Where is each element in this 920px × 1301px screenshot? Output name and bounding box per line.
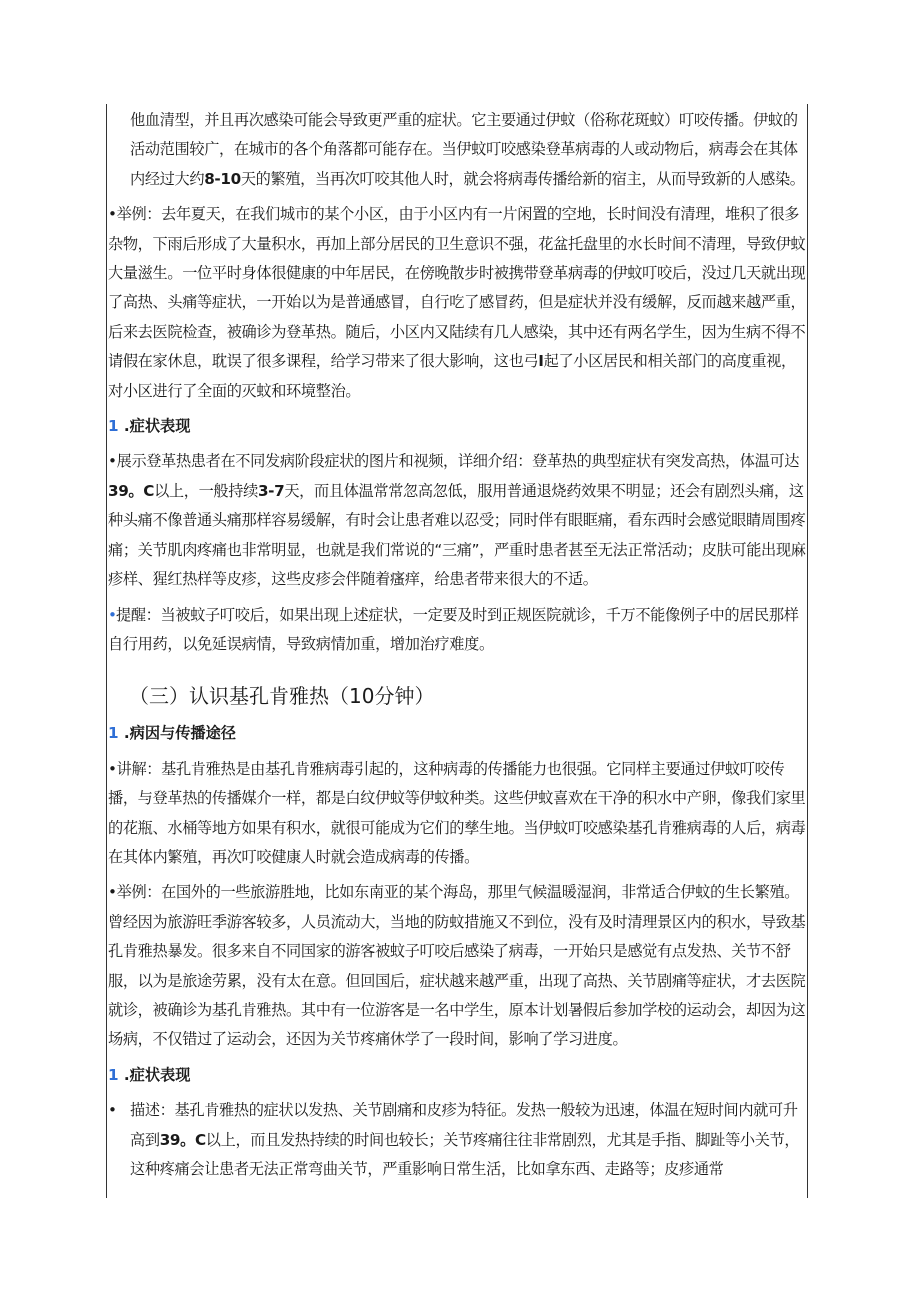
reminder-bullet: • <box>108 605 117 624</box>
table-border-left <box>106 104 107 1198</box>
transmission-continuation-paragraph: 他血清型，并且再次感染可能会导致更严重的症状。它主要通过伊蚊（俗称花斑蚊）叮咬传播。伊蚊的活动范围较广，在城市的各个角落都可能存在。当伊蚊叮咬感染登革病毒的人或动物后，病毒会在其体内经过大约8-10天的繁殖，当再次叮咬其他人时，就会将病毒传播给新的宿主，从而导致新的人感染。 <box>130 111 805 188</box>
chikungunya-cause-heading: 1 .病因与传播途径 <box>108 724 236 743</box>
describe-bullet: • <box>108 1101 117 1120</box>
chikungunya-example-paragraph: •举例：在国外的一些旅游胜地，比如东南亚的某个海岛，那里气候温暖湿润，非常适合伊蚊的生长繁殖。曾经因为旅游旺季游客较多，人员流动大，当地的防蚊措施又不到位，没有及时清理景区内的积水，导致基孔肯雅热暴发。很多来自不同国家的游客被蚊子叮咬后感染了病毒，一开始只是感觉有点发热、关节不舒服，以为是旅途劳累，没有太在意。但回国后，症状越来越严重，出现了高热、关节剧痛等症状，才去医院就诊，被确诊为基孔肯雅热。其中有一位游客是一名中学生，原本计划暑假后参加学校的运动会，却因为这场病，不仅错过了运动会，还因为关节疼痛休学了一段时间，影响了学习进度。 <box>108 883 806 1049</box>
chikungunya-symptoms-heading: 1 .症状表现 <box>108 1065 191 1084</box>
chikungunya-explain-paragraph: •讲解：基孔肯雅热是由基孔肯雅病毒引起的，这种病毒的传播能力也很强。它同样主要通过伊蚊叮咬传播，与登革热的传播媒介一样，都是白纹伊蚊等伊蚊种类。这些伊蚊喜欢在干净的积水中产卵，像我们家里的花瓶、水桶等地方如果有积水，就很可能成为它们的孳生地。当伊蚊叮咬感染基孔肯雅病毒的人后，病毒在其体内繁殖，再次叮咬健康人时就会造成病毒的传播。 <box>108 759 806 866</box>
reminder-paragraph: •提醒：当被蚊子叮咬后，如果出现上述症状，一定要及时到正规医院就诊，千万不能像例子中的居民那样自行用药，以免延误病情，导致病情加重，增加治疗难度。 <box>108 601 808 660</box>
chikungunya-section-title: （三）认识基孔肯雅热（10分钟） <box>129 684 435 709</box>
document-content <box>108 106 808 1184</box>
dengue-symptoms-paragraph: •展示登革热患者在不同发病阶段症状的图片和视频，详细介绍：登革热的典型症状有突发高热，体温可达39。C以上，一般持续3-7天，而且体温常常忽高忽低，服用普通退烧药效果不明显；还会有剧烈头痛，这种头痛不像普通头痛那样容易缓解，有时会让患者难以忍受；同时伴有眼眶痛，看东西时会感觉眼睛周围疼痛；关节肌肉疼痛也非常明显，也就是我们常说的“三痛”，严重时患者甚至无法正常活动；皮肤可能出现麻疹样、猩红热样等皮疹，这些皮疹会伴随着瘙痒，给患者带来很大的不适。 <box>108 452 806 589</box>
dengue-example-paragraph: •举例：去年夏天，在我们城市的某个小区，由于小区内有一片闲置的空地，长时间没有清理，堆积了很多杂物，下雨后形成了大量积水，再加上部分居民的卫生意识不强，花盆托盘里的水长时间不清理，导致伊蚊大量滋生。一位平时身体很健康的中年居民，在傍晚散步时被携带登革病毒的伊蚊叮咬后，没过几天就出现了高热、头痛等症状，一开始以为是普通感冒，自行吃了感冒药，但是症状并没有缓解，反而越来越严重，后来去医院检查，被确诊为登革热。随后，小区内又陆续有几人感染，其中还有两名学生，因为生病不得不请假在家休息，耽误了很多课程，给学习带来了很大影响，这也弓I起了小区居民和相关部门的高度重视，对小区进行了全面的灭蚊和环境整治。 <box>108 205 806 400</box>
chikungunya-describe-paragraph: • 描述：基孔肯雅热的症状以发热、关节剧痛和皮疹为特征。发热一般较为迅速，体温在短时间内就可升高到39。C以上，而且发热持续的时间也较长；关节疼痛往往非常剧烈，尤其是手指、脚趾等小关节，这种疼痛会让患者无法正常弯曲关节，严重影响日常生活，比如拿东西、走路等；皮疹通常 <box>108 1096 808 1184</box>
dengue-symptoms-heading: 1 .症状表现 <box>108 417 191 436</box>
